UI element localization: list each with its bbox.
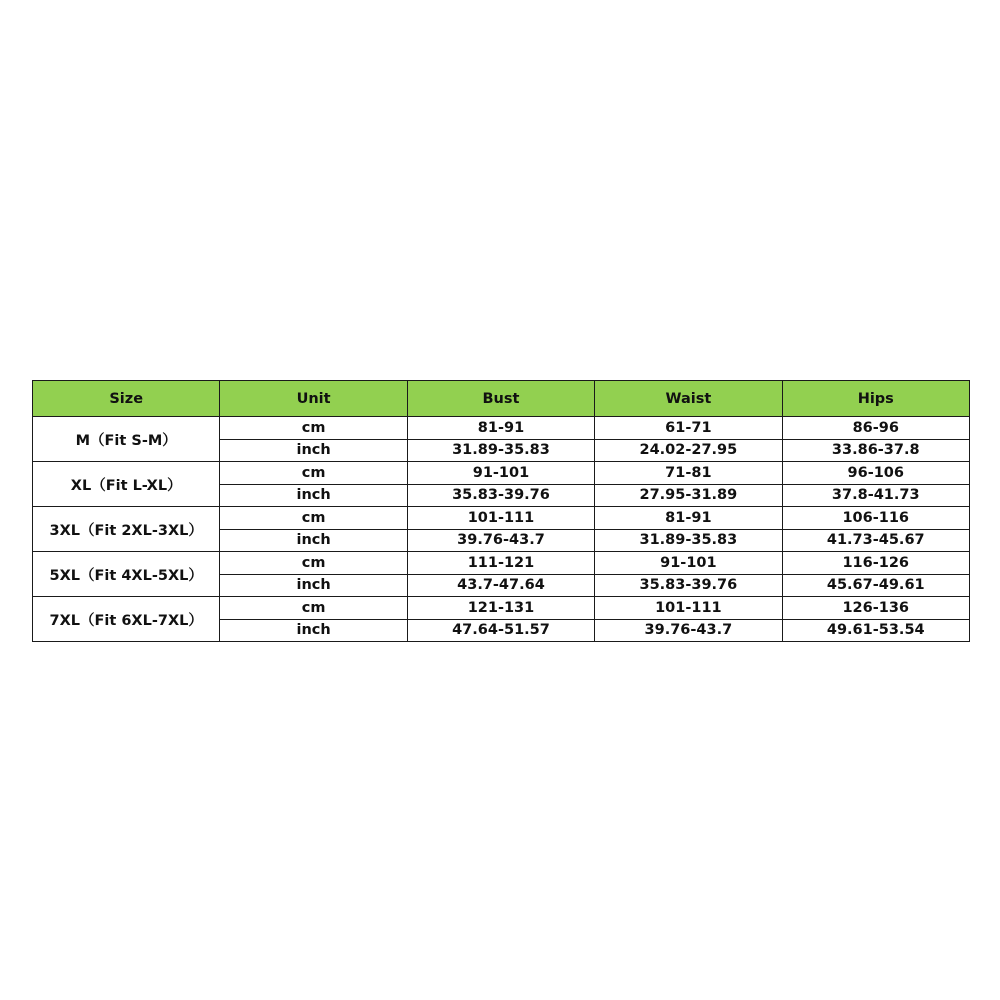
hips-cell: 106-116 — [782, 507, 969, 530]
bust-cell: 101-111 — [407, 507, 594, 530]
table-row — [33, 462, 970, 485]
waist-cell: 27.95-31.89 — [595, 484, 782, 507]
bust-cell: 91-101 — [407, 462, 594, 485]
hips-cell: 126-136 — [782, 597, 969, 620]
hips-cell: 116-126 — [782, 552, 969, 575]
hips-cell: 37.8-41.73 — [782, 484, 969, 507]
bust-cell: 121-131 — [407, 597, 594, 620]
table-row — [33, 507, 970, 530]
bust-cell: 35.83-39.76 — [407, 484, 594, 507]
bust-cell: 31.89-35.83 — [407, 439, 594, 462]
size-cell: 3XL（Fit 2XL-3XL） — [33, 507, 220, 552]
size-cell: XL（Fit L-XL） — [33, 462, 220, 507]
unit-cell: cm — [220, 507, 407, 530]
hips-cell: 45.67-49.61 — [782, 574, 969, 597]
size-cell: 7XL（Fit 6XL-7XL） — [33, 597, 220, 642]
waist-cell: 24.02-27.95 — [595, 439, 782, 462]
unit-cell: cm — [220, 417, 407, 440]
hips-cell: 41.73-45.67 — [782, 529, 969, 552]
unit-cell: cm — [220, 462, 407, 485]
unit-cell: inch — [220, 439, 407, 462]
bust-cell: 81-91 — [407, 417, 594, 440]
table-row — [33, 417, 970, 440]
hips-cell: 96-106 — [782, 462, 969, 485]
bust-cell: 47.64-51.57 — [407, 619, 594, 642]
waist-cell: 101-111 — [595, 597, 782, 620]
size-cell: 5XL（Fit 4XL-5XL） — [33, 552, 220, 597]
header-bust: Bust — [407, 381, 594, 417]
unit-cell: inch — [220, 529, 407, 552]
waist-cell: 81-91 — [595, 507, 782, 530]
hips-cell: 86-96 — [782, 417, 969, 440]
table-row — [33, 552, 970, 575]
hips-cell: 33.86-37.8 — [782, 439, 969, 462]
bust-cell: 43.7-47.64 — [407, 574, 594, 597]
unit-cell: cm — [220, 552, 407, 575]
size-chart-table — [32, 380, 970, 642]
unit-cell: cm — [220, 597, 407, 620]
bust-cell: 111-121 — [407, 552, 594, 575]
header-waist: Waist — [595, 381, 782, 417]
waist-cell: 71-81 — [595, 462, 782, 485]
waist-cell: 35.83-39.76 — [595, 574, 782, 597]
unit-cell: inch — [220, 484, 407, 507]
table-row — [33, 597, 970, 620]
header-hips: Hips — [782, 381, 969, 417]
header-size: Size — [33, 381, 220, 417]
unit-cell: inch — [220, 574, 407, 597]
table-body — [33, 417, 970, 642]
header-row — [33, 381, 970, 417]
waist-cell: 61-71 — [595, 417, 782, 440]
waist-cell: 39.76-43.7 — [595, 619, 782, 642]
header-unit: Unit — [220, 381, 407, 417]
table-header — [33, 381, 970, 417]
waist-cell: 91-101 — [595, 552, 782, 575]
unit-cell: inch — [220, 619, 407, 642]
bust-cell: 39.76-43.7 — [407, 529, 594, 552]
waist-cell: 31.89-35.83 — [595, 529, 782, 552]
hips-cell: 49.61-53.54 — [782, 619, 969, 642]
size-cell: M（Fit S-M） — [33, 417, 220, 462]
